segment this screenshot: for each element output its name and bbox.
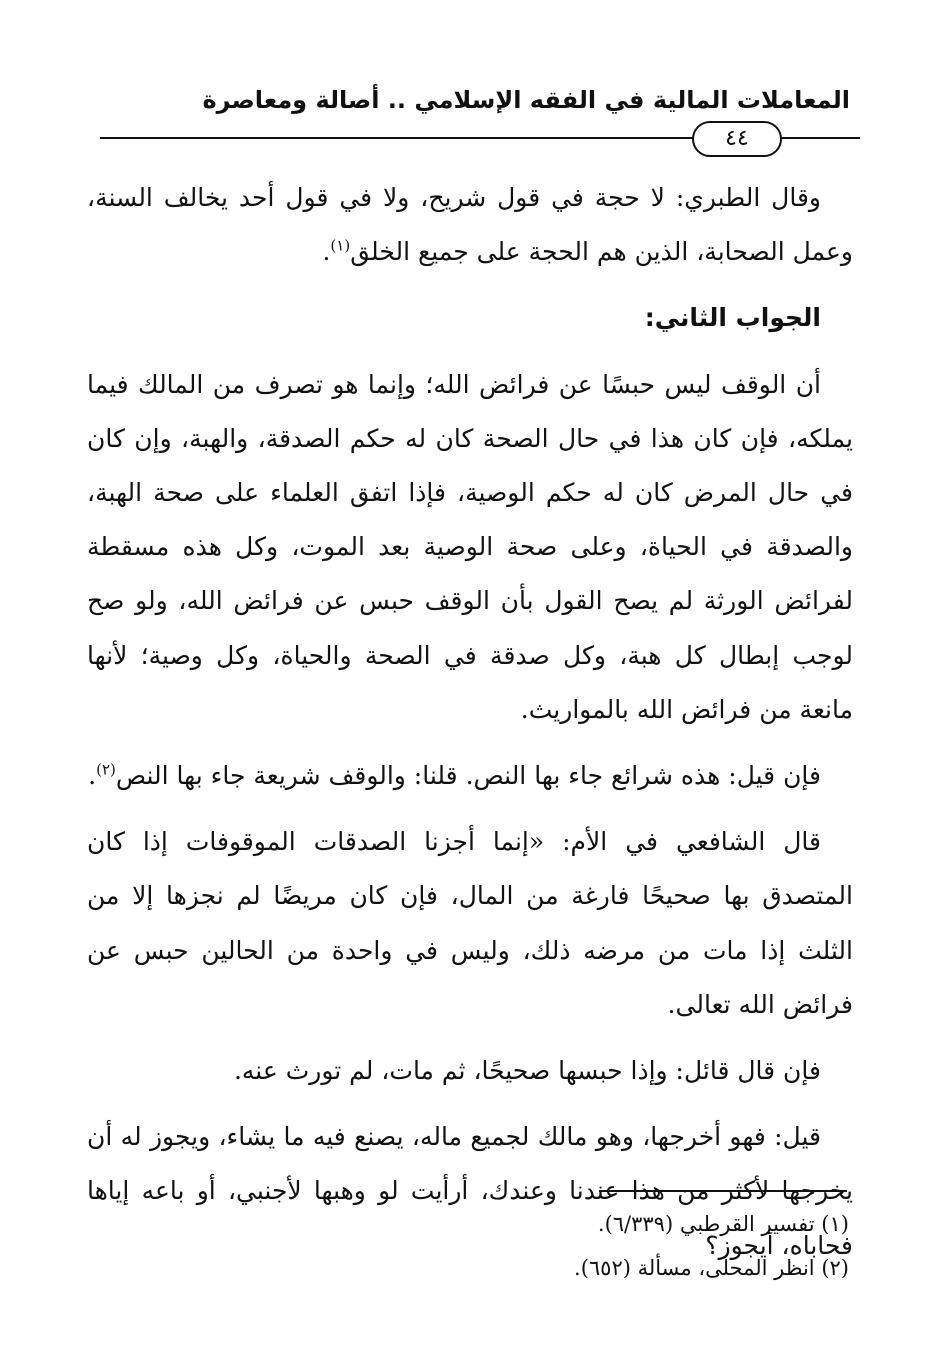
paragraph-text: فإن قيل: هذه شرائع جاء بها النص. قلنا: والوقف شريعة جاء بها النص: [115, 761, 821, 791]
paragraph-tabari-quote: [87, 171, 853, 279]
footnote-rule: [599, 1190, 847, 1192]
paragraph-shafii-quote: قال الشافعي في الأم: «إنما أجزنا الصدقات الموقوفات إذا كان المتصدق بها صحيحًا فارغة من المال، فإن كان مريضًا لم نجزها إلا من الثلث إذا مات من مرضه ذلك، وليس في واحدة من الحالين حبس عن فرائض الله تعالى.: [87, 827, 853, 1019]
footnote-1: (١) تفسير القرطبي (٦/٣٣٩).: [597, 1212, 849, 1236]
paragraph-end: .: [88, 761, 97, 791]
section-heading: الجواب الثاني:: [644, 303, 821, 333]
paragraph-objection: [87, 749, 853, 803]
paragraph-question: فإن قال قائل: وإذا حبسها صحيحًا، ثم مات، لم تورث عنه.: [233, 1056, 821, 1086]
footnote-marker-1: (١): [330, 236, 351, 255]
paragraph-end: .: [322, 237, 331, 267]
footnote-2: (٢) انظر المحلى، مسألة (٦٥٢).: [574, 1256, 849, 1280]
paragraph-second-answer: أن الوقف ليس حبسًا عن فرائض الله؛ وإنما هو تصرف من المالك فيما يملكه، فإن كان هذا في حال الصحة كان له حكم الصدقة، والهبة، وإن كان في حال المرض كان له حكم الوصية، فإذا اتفق العلماء على صحة الهبة، والصدقة في الحياة، وعلى صحة الوصية بعد الموت، وكل هذه مسقطة لفرائض الورثة لم يصح القول بأن الوقف حبس عن فرائض الله، ولو صح لوجب إبطال كل هبة، وكل صدقة في الصحة والحياة، وكل وصية؛ لأنها مانعة من فرائض الله بالمواريث.: [87, 369, 853, 724]
paragraph-text: وقال الطبري: لا حجة في قول شريح، ولا في قول أحد يخالف السنة، وعمل الصحابة، الذين هم الحجة على جميع الخلق: [87, 183, 853, 267]
footnote-marker-2: (٢): [96, 760, 116, 779]
running-header-title: المعاملات المالية في الفقه الإسلامي .. أصالة ومعاصرة: [202, 86, 850, 114]
page-number: ٤٤: [692, 121, 782, 157]
footnotes: [89, 1202, 849, 1290]
paragraph-reply: قيل: فهو أخرجها، وهو مالك لجميع ماله، يصنع فيه ما يشاء، ويجوز له أن يخرجها لأكثر من هذا عندنا وعندك، أرأيت لو وهبها لأجنبي، أو باعه إياها فحاباه، أيجوز؟: [87, 1122, 853, 1260]
main-text: [87, 171, 853, 1285]
